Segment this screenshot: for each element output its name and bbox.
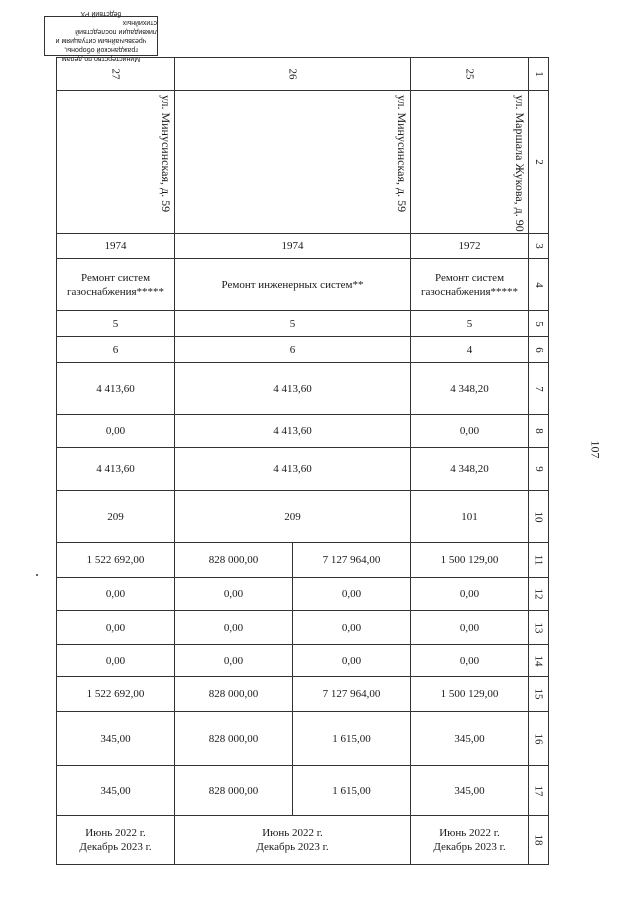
table-row	[57, 234, 549, 259]
table-cell: 6	[57, 337, 175, 363]
table-cell: 0,00	[175, 611, 293, 645]
table-cell: 5	[175, 311, 411, 337]
entry-address: ул. Минусинская, д. 59	[175, 91, 411, 234]
table-row	[57, 543, 549, 578]
ministry-stamp	[44, 10, 158, 62]
entry-year: 1974	[175, 234, 411, 259]
period-end: Декабрь 2023 г.	[433, 841, 506, 853]
table-cell: 0,00	[57, 611, 175, 645]
table-cell: 0,00	[57, 645, 175, 677]
table-row	[57, 415, 549, 448]
table-cell: 0,00	[293, 645, 411, 677]
table-row	[57, 448, 549, 491]
table-cell: 345,00	[411, 766, 529, 816]
table-cell: 4 348,20	[411, 448, 529, 491]
entry-address: ул. Минусинская, д. 59	[57, 91, 175, 234]
period-start: Июнь 2022 г.	[439, 827, 500, 839]
table-row	[57, 259, 549, 311]
column-number: 18	[529, 816, 549, 865]
table-row	[57, 491, 549, 543]
table-cell: 0,00	[411, 611, 529, 645]
table-cell: 4	[411, 337, 529, 363]
table-row	[57, 363, 549, 415]
table-cell: 345,00	[57, 712, 175, 766]
table-row	[57, 58, 549, 91]
stamp-line: гражданской обороны,	[64, 46, 138, 53]
table-cell: 5	[411, 311, 529, 337]
table-cell: 4 413,60	[175, 363, 411, 415]
table-cell: 0,00	[293, 578, 411, 611]
column-number: 9	[529, 448, 549, 491]
table-cell: 0,00	[57, 415, 175, 448]
column-number: 12	[529, 578, 549, 611]
table-cell: 4 413,60	[57, 448, 175, 491]
table-row	[57, 611, 549, 645]
stamp-line: Министерство по делам	[61, 55, 141, 62]
table-cell: 4 348,20	[411, 363, 529, 415]
entry-id: 25	[411, 58, 529, 91]
scan-dot	[36, 574, 38, 576]
table-cell: 828 000,00	[175, 712, 293, 766]
table-cell: 828 000,00	[175, 677, 293, 712]
column-number: 14	[529, 645, 549, 677]
period-start: Июнь 2022 г.	[85, 827, 146, 839]
stamp-line: чрезвычайным ситуациям и	[55, 37, 147, 44]
column-number: 6	[529, 337, 549, 363]
period-start: Июнь 2022 г.	[262, 827, 323, 839]
table-row	[57, 337, 549, 363]
entry-work-type: Ремонт систем газоснабжения*****	[411, 259, 529, 311]
table-row	[57, 91, 549, 234]
column-number: 17	[529, 766, 549, 816]
table-row	[57, 645, 549, 677]
table-cell: 4 413,60	[57, 363, 175, 415]
stamp-line: бедствий РХ	[80, 10, 122, 17]
column-number: 7	[529, 363, 549, 415]
table-cell: 209	[175, 491, 411, 543]
table-row	[57, 677, 549, 712]
table-row	[57, 578, 549, 611]
entry-id: 27	[57, 58, 175, 91]
table-cell: 4 413,60	[175, 448, 411, 491]
column-number: 15	[529, 677, 549, 712]
column-number: 16	[529, 712, 549, 766]
entry-id: 26	[175, 58, 411, 91]
column-number: 10	[529, 491, 549, 543]
column-number: 11	[529, 543, 549, 578]
table-cell: 4 413,60	[175, 415, 411, 448]
table-cell: 828 000,00	[175, 543, 293, 578]
table-cell: 6	[175, 337, 411, 363]
table-cell: 0,00	[175, 578, 293, 611]
table-cell: 1 500 129,00	[411, 677, 529, 712]
table-cell: 0,00	[175, 645, 293, 677]
table-row	[57, 712, 549, 766]
entry-work-type: Ремонт систем газоснабжения*****	[57, 259, 175, 311]
column-number: 2	[529, 91, 549, 234]
column-number: 1	[529, 58, 549, 91]
entry-year: 1972	[411, 234, 529, 259]
table-cell: 101	[411, 491, 529, 543]
table-cell: 345,00	[57, 766, 175, 816]
page-number: 107	[588, 440, 603, 459]
table-row	[57, 311, 549, 337]
table-cell: 0,00	[57, 578, 175, 611]
table-cell: 1 615,00	[293, 766, 411, 816]
column-number: 4	[529, 259, 549, 311]
column-number: 3	[529, 234, 549, 259]
column-number: 8	[529, 415, 549, 448]
entry-year: 1974	[57, 234, 175, 259]
table-cell: 7 127 964,00	[293, 677, 411, 712]
table-cell: 828 000,00	[175, 766, 293, 816]
table-cell: 0,00	[411, 645, 529, 677]
stamp-line: ликвидации последствий стихийных	[75, 19, 157, 35]
period-end: Декабрь 2023 г.	[256, 841, 329, 853]
table-cell: 1 500 129,00	[411, 543, 529, 578]
entry-address: ул. Маршала Жукова, д. 90	[411, 91, 529, 234]
table-cell: 1 522 692,00	[57, 677, 175, 712]
table-cell: 345,00	[411, 712, 529, 766]
table-cell: 0,00	[411, 578, 529, 611]
table-row	[57, 766, 549, 816]
repair-program-table	[56, 57, 549, 865]
table-cell: 1 522 692,00	[57, 543, 175, 578]
table-cell: 1 615,00	[293, 712, 411, 766]
table-cell: 5	[57, 311, 175, 337]
table-cell: 0,00	[411, 415, 529, 448]
entry-work-type: Ремонт инженерных систем**	[175, 259, 411, 311]
column-number: 13	[529, 611, 549, 645]
table-cell: 7 127 964,00	[293, 543, 411, 578]
table-cell: 209	[57, 491, 175, 543]
period-end: Декабрь 2023 г.	[79, 841, 152, 853]
table-cell: 0,00	[293, 611, 411, 645]
entry-period	[411, 816, 529, 865]
entry-period	[57, 816, 175, 865]
table-row	[57, 816, 549, 865]
entry-period	[175, 816, 411, 865]
column-number: 5	[529, 311, 549, 337]
